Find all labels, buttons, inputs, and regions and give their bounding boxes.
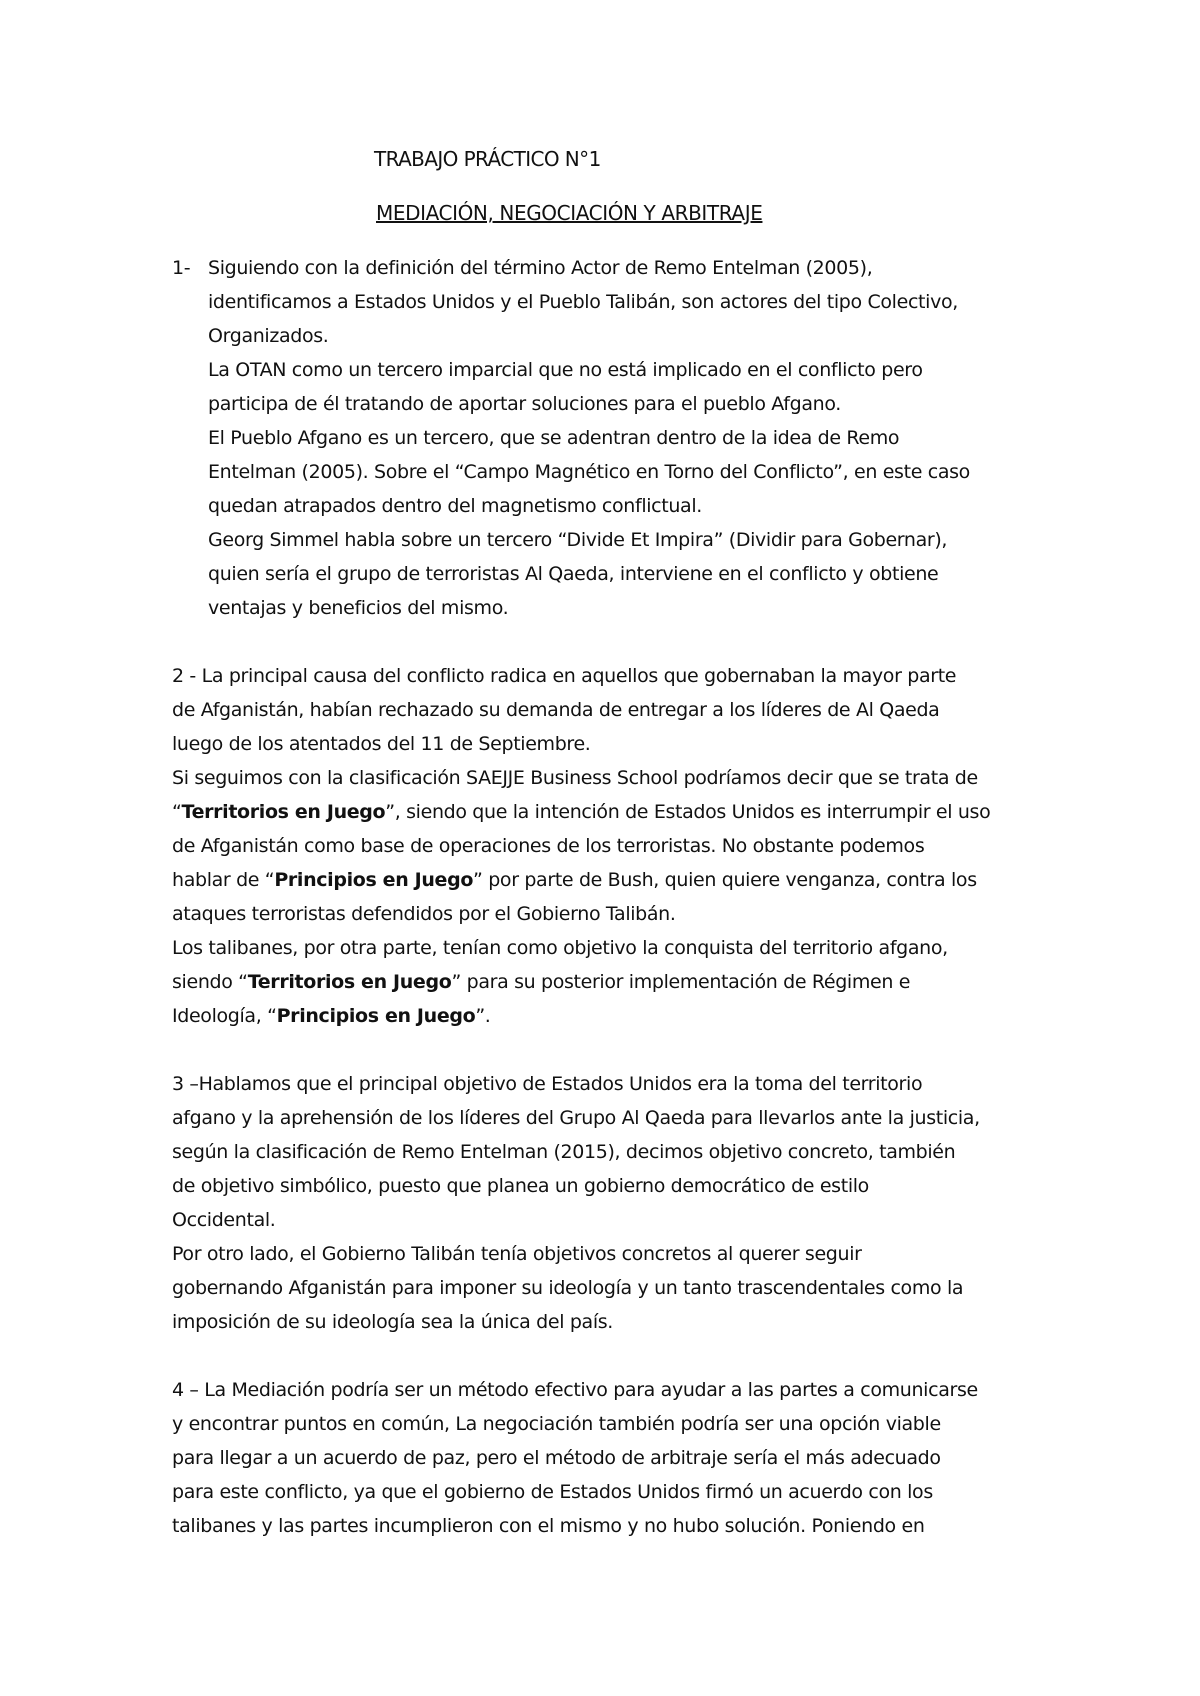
- section-1-number: 1-: [172, 257, 191, 279]
- section-1-line: identificamos a Estados Unidos y el Pueblo Talibán, son actores del tipo Colectivo,: [208, 291, 958, 313]
- section-2-line: Los talibanes, por otra parte, tenían como objetivo la conquista del territorio afgano,: [172, 937, 948, 959]
- text-run: ”.: [475, 1005, 491, 1027]
- section-3-line: imposición de su ideología sea la única del país.: [172, 1311, 613, 1333]
- bold-term: Territorios en Juego: [181, 801, 386, 823]
- section-1-line: quien sería el grupo de terroristas Al Qaeda, interviene en el conflicto y obtiene: [208, 563, 939, 585]
- section-2-line: Si seguimos con la clasificación SAEJJE Business School podríamos decir que se trata de: [172, 767, 978, 789]
- text-run: ” por parte de Bush, quien quiere venganza, contra los: [473, 869, 977, 891]
- document-title: TRABAJO PRÁCTICO N°1: [374, 147, 601, 171]
- text-run: hablar de “: [172, 869, 275, 891]
- bold-term: Principios en Juego: [274, 869, 474, 891]
- section-4-line: 4 – La Mediación podría ser un método efectivo para ayudar a las partes a comunicarse: [172, 1379, 978, 1401]
- section-2-line: ataques terroristas defendidos por el Gobierno Talibán.: [172, 903, 676, 925]
- document-subtitle: MEDIACIÓN, NEGOCIACIÓN Y ARBITRAJE: [376, 201, 763, 225]
- text-run: siendo “: [172, 971, 248, 993]
- section-3-line: Por otro lado, el Gobierno Talibán tenía objetivos concretos al querer seguir: [172, 1243, 862, 1265]
- section-4-line: para llegar a un acuerdo de paz, pero el método de arbitraje sería el más adecuado: [172, 1447, 941, 1469]
- section-3-line: gobernando Afganistán para imponer su ideología y un tanto trascendentales como la: [172, 1277, 964, 1299]
- section-2-line: de Afganistán, habían rechazado su demanda de entregar a los líderes de Al Qaeda: [172, 699, 940, 721]
- text-run: Ideología, “: [172, 1005, 277, 1027]
- section-3-line: según la clasificación de Remo Entelman (2015), decimos objetivo concreto, también: [172, 1141, 956, 1163]
- text-run: ”, siendo que la intención de Estados Unidos es interrumpir el uso: [385, 801, 991, 823]
- bold-term: Principios en Juego: [276, 1005, 476, 1027]
- section-4-line: y encontrar puntos en común, La negociación también podría ser una opción viable: [172, 1413, 941, 1435]
- section-1-line: Georg Simmel habla sobre un tercero “Divide Et Impira” (Dividir para Gobernar),: [208, 529, 948, 551]
- text-run: ” para su posterior implementación de Régimen e: [451, 971, 911, 993]
- section-2-line: 2 - La principal causa del conflicto radica en aquellos que gobernaban la mayor parte: [172, 665, 957, 687]
- section-3-line: Occidental.: [172, 1209, 276, 1231]
- section-2-line: luego de los atentados del 11 de Septiembre.: [172, 733, 591, 755]
- section-1-line: Organizados.: [208, 325, 329, 347]
- section-1-line: Siguiendo con la definición del término Actor de Remo Entelman (2005),: [208, 257, 873, 279]
- text-run: “: [172, 801, 182, 823]
- section-1-line: La OTAN como un tercero imparcial que no está implicado en el conflicto pero: [208, 359, 923, 381]
- section-1-line: Entelman (2005). Sobre el “Campo Magnético en Torno del Conflicto”, en este caso: [208, 461, 970, 483]
- section-3-line: 3 –Hablamos que el principal objetivo de Estados Unidos era la toma del territorio: [172, 1073, 923, 1095]
- section-3-line: afgano y la aprehensión de los líderes del Grupo Al Qaeda para llevarlos ante la justicia,: [172, 1107, 980, 1129]
- section-2-line: de Afganistán como base de operaciones de los terroristas. No obstante podemos: [172, 835, 925, 857]
- section-2-line: [172, 965, 910, 999]
- section-1-line: ventajas y beneficios del mismo.: [208, 597, 509, 619]
- section-2-line: [172, 999, 491, 1033]
- section-3-line: de objetivo simbólico, puesto que planea un gobierno democrático de estilo: [172, 1175, 869, 1197]
- section-4-line: para este conflicto, ya que el gobierno de Estados Unidos firmó un acuerdo con los: [172, 1481, 933, 1503]
- section-1-line: participa de él tratando de aportar soluciones para el pueblo Afgano.: [208, 393, 841, 415]
- section-2-line: [172, 795, 990, 829]
- section-1-line: El Pueblo Afgano es un tercero, que se adentran dentro de la idea de Remo: [208, 427, 900, 449]
- section-1-line: quedan atrapados dentro del magnetismo conflictual.: [208, 495, 702, 517]
- section-4-line: talibanes y las partes incumplieron con el mismo y no hubo solución. Poniendo en: [172, 1515, 925, 1537]
- bold-term: Territorios en Juego: [247, 971, 452, 993]
- section-2-line: [172, 863, 977, 897]
